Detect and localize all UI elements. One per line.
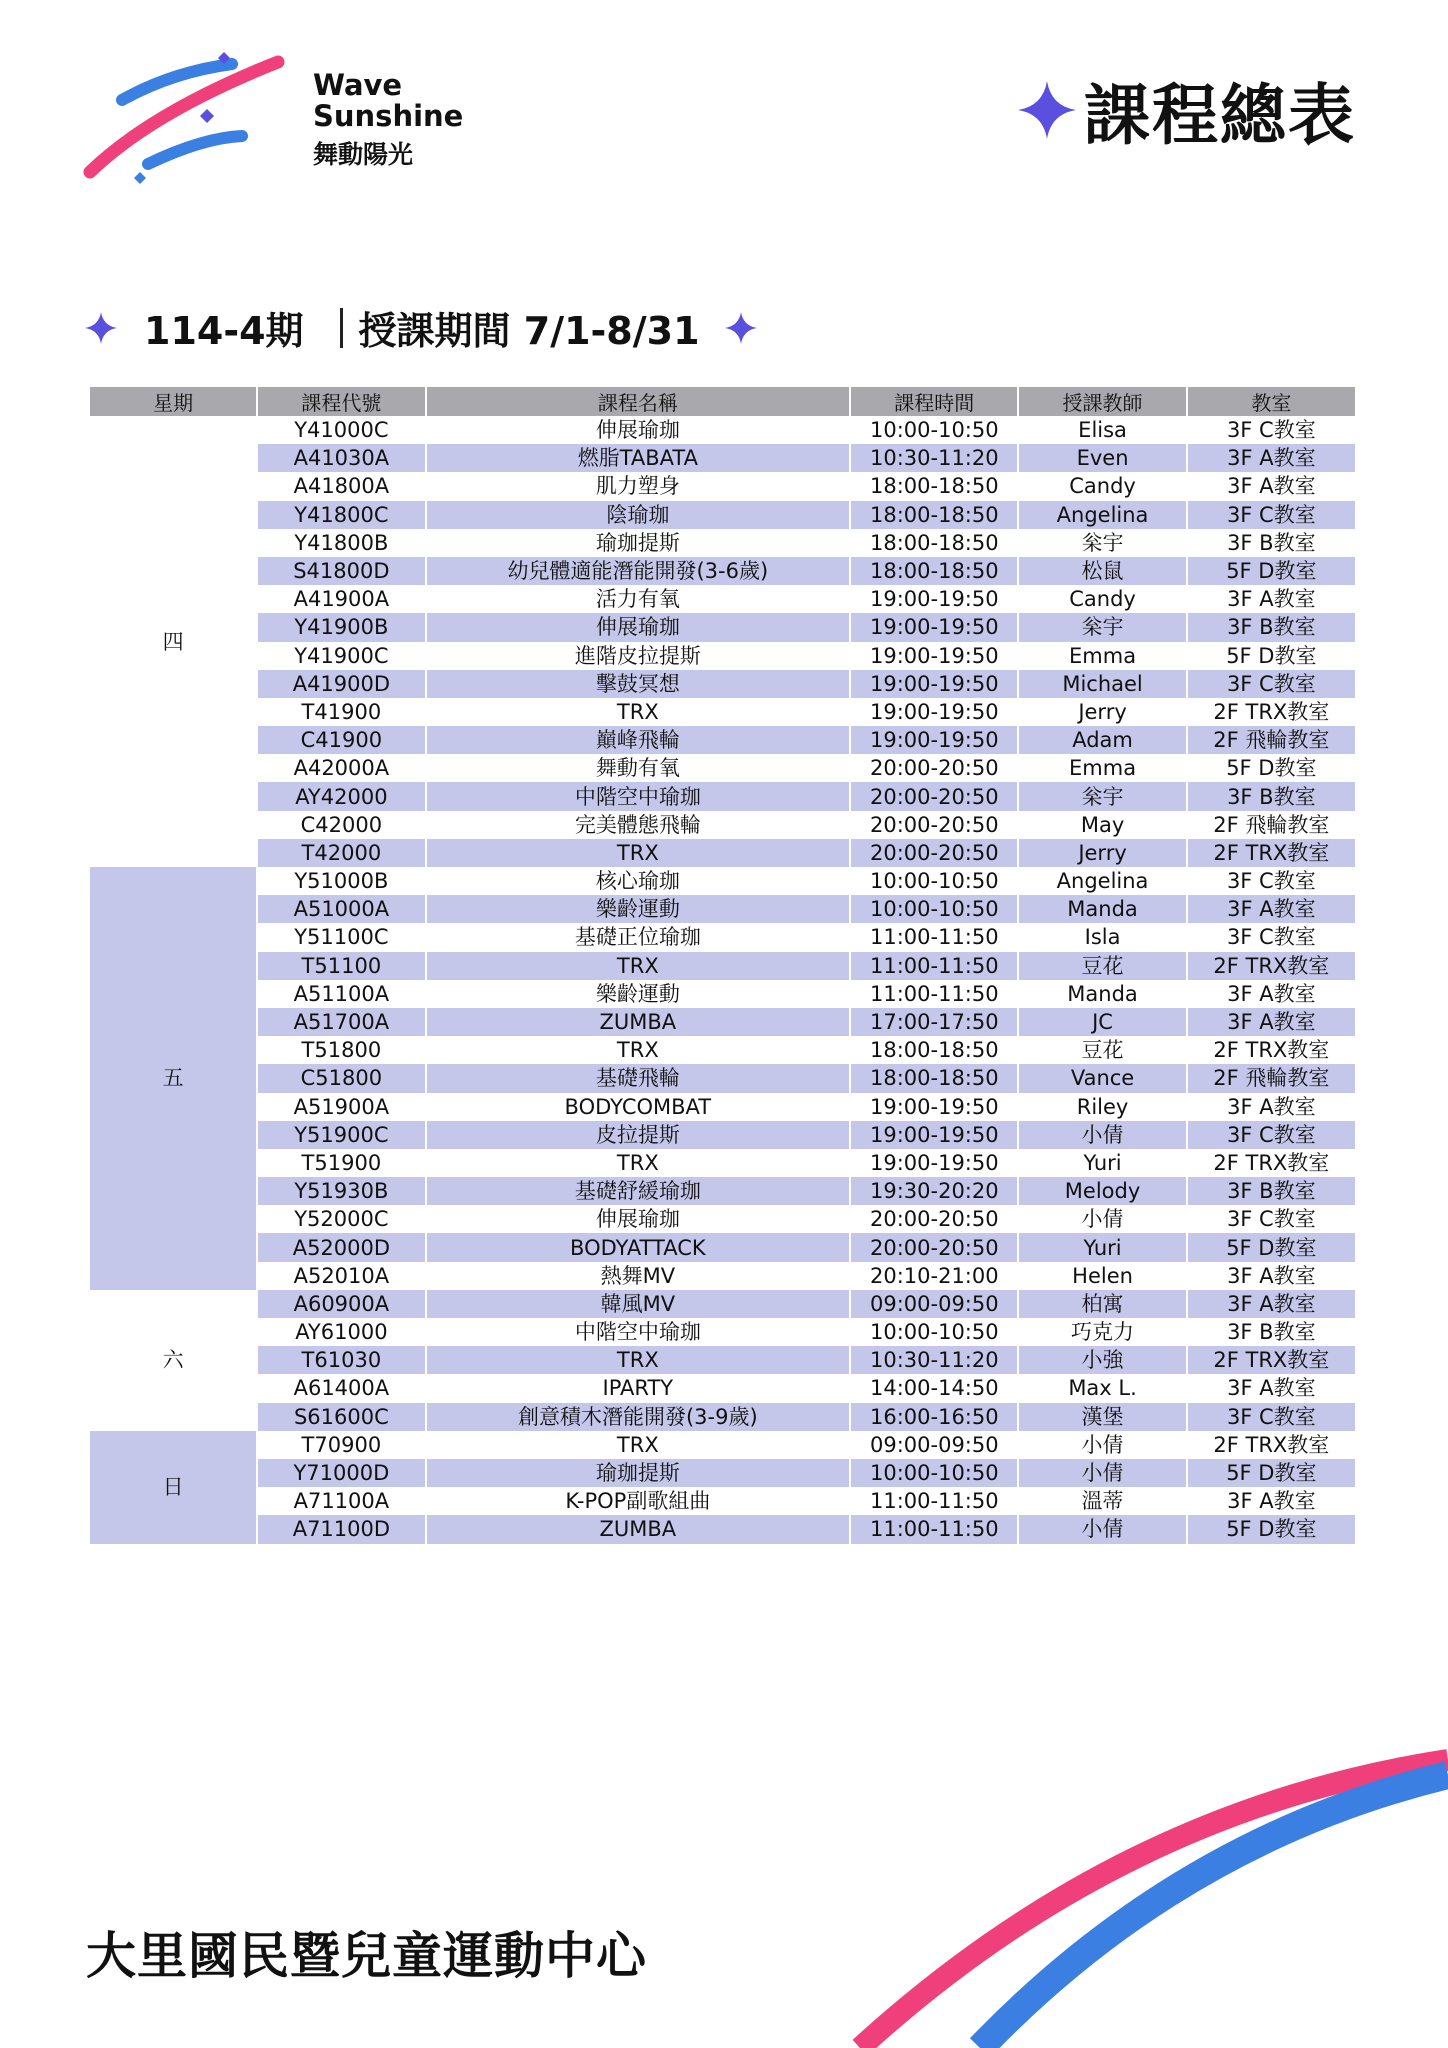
classroom: 3F A教室 [1227,1376,1316,1401]
course-name: 完美體態飛輪 [574,812,701,837]
classroom: 2F 飛輪教室 [1188,1064,1355,1092]
instructor: Angelina [1056,869,1149,894]
instructor: 巧克力 [1071,1320,1135,1345]
table-row [90,1515,1355,1543]
instructor: Angelina [1019,501,1185,529]
instructor: Candy [1069,474,1136,499]
column-header: 課程代號 [258,387,424,416]
classroom: 3F A教室 [1227,474,1316,499]
course-time: 10:00-10:50 [851,895,1017,923]
instructor: Manda [1019,895,1185,923]
instructor: 枀宇 [1081,530,1124,555]
diamond-star-icon [724,311,758,345]
course-time: 16:00-16:50 [851,1403,1017,1431]
course-time: 19:00-19:50 [869,699,999,724]
course-code: Y51930B [258,1177,424,1205]
course-time: 10:00-10:50 [869,1320,999,1345]
schedule-table [88,387,1357,1544]
course-time: 20:00-20:50 [851,782,1017,810]
instructor: Elisa [1078,418,1127,443]
course-time: 10:00-10:50 [869,869,999,894]
classroom: 2F TRX教室 [1188,839,1355,867]
course-code: T42000 [258,839,424,867]
classroom: 3F C教室 [1188,670,1355,698]
classroom: 2F 飛輪教室 [1188,726,1355,754]
day-cell: 日 [90,1431,256,1544]
classroom: 3F B教室 [1188,613,1355,641]
course-name: K-POP副歌組曲 [565,1489,711,1514]
course-time: 19:00-19:50 [869,1094,999,1119]
course-code: Y41900C [294,643,389,668]
instructor: 小倩 [1081,1432,1124,1457]
table-row [90,1318,1355,1346]
table-row [90,444,1355,472]
table-row [90,811,1355,839]
classroom: 3F A教室 [1227,1489,1316,1514]
classroom: 3F C教室 [1226,418,1316,443]
course-code: A52000D [258,1233,424,1261]
course-name: 伸展瑜珈 [427,613,850,641]
table-row [90,839,1355,867]
course-name: 巔峰飛輪 [427,726,850,754]
course-code: A41030A [258,444,424,472]
instructor: 枀宇 [1019,782,1185,810]
table-row [90,1093,1355,1121]
course-time: 11:00-11:50 [851,952,1017,980]
course-code: A60900A [258,1290,424,1318]
table-row [90,923,1355,951]
instructor: 松鼠 [1019,557,1185,585]
table-row [90,1205,1355,1233]
course-time: 19:00-19:50 [869,587,999,612]
classroom: 2F TRX教室 [1213,1150,1330,1175]
table-row [90,557,1355,585]
brand-name-zh: 舞動陽光 [313,140,414,169]
instructor: 柏寓 [1019,1290,1185,1318]
instructor: 小倩 [1081,1207,1124,1232]
classroom: 3F C教室 [1188,1121,1355,1149]
course-name: 韓風MV [427,1290,850,1318]
table-row [90,867,1355,895]
classroom: 5F D教室 [1188,1515,1355,1543]
table-row [90,782,1355,810]
course-code: Y41000C [294,418,389,443]
course-code: T61030 [258,1346,424,1374]
course-time: 11:00-11:50 [869,981,999,1006]
classroom: 3F B教室 [1188,1177,1355,1205]
period-heading [84,300,758,355]
course-code: A42000A [293,756,390,781]
course-code: T51100 [258,952,424,980]
course-code: A61400A [293,1376,390,1401]
course-name: TRX [427,952,850,980]
course-time: 11:00-11:50 [869,1489,999,1514]
table-row [90,472,1355,500]
course-code: T41900 [301,699,382,724]
classroom: 3F A教室 [1188,895,1355,923]
course-name: TRX [616,699,659,724]
instructor: Adam [1019,726,1185,754]
table-row [90,895,1355,923]
course-name: 皮拉提斯 [427,1121,850,1149]
table-row [90,1431,1355,1459]
classroom: 3F C教室 [1188,501,1355,529]
course-code: Y51000B [294,869,389,894]
instructor: 枀宇 [1019,613,1185,641]
instructor: 漢堡 [1019,1403,1185,1431]
period-label: 授課期間 7/1-8/31 [358,309,700,353]
classroom: 3F A教室 [1188,1290,1355,1318]
instructor: Jerry [1019,839,1185,867]
instructor: Candy [1069,587,1136,612]
column-header: 授課教師 [1019,387,1185,416]
course-name: IPARTY [602,1376,674,1401]
classroom: 3F A教室 [1188,444,1355,472]
instructor: 溫蒂 [1081,1489,1124,1514]
course-time: 18:00-18:50 [851,557,1017,585]
classroom: 3F B教室 [1227,1320,1316,1345]
course-name: TRX [427,1346,850,1374]
day-cell: 六 [162,1348,184,1373]
course-name: 燃脂TABATA [427,444,850,472]
table-row [90,698,1355,726]
course-name: 陰瑜珈 [427,501,850,529]
course-code: AY42000 [258,782,424,810]
table-row [90,613,1355,641]
title-block [1016,62,1356,157]
course-time: 19:00-19:50 [851,1121,1017,1149]
course-name: 進階皮拉提斯 [574,643,701,668]
course-name: TRX [616,1432,659,1457]
course-name: 中階空中瑜珈 [574,1320,701,1345]
course-time: 10:00-10:50 [869,418,999,443]
instructor: Emma [1069,643,1137,668]
course-code: Y41800C [258,501,424,529]
instructor: Jerry [1078,699,1127,724]
course-time: 20:10-21:00 [869,1263,999,1288]
course-code: A51900A [293,1094,390,1119]
schedule-body [90,416,1355,1544]
instructor: Melody [1019,1177,1185,1205]
instructor: 小強 [1019,1346,1185,1374]
table-row [90,1374,1355,1402]
course-time: 18:00-18:50 [869,530,999,555]
classroom: 3F B教室 [1188,782,1355,810]
classroom: 3F C教室 [1226,925,1316,950]
classroom: 5F D教室 [1188,557,1355,585]
course-time: 20:00-20:50 [851,1233,1017,1261]
course-time: 11:00-11:50 [851,1515,1017,1543]
course-code: A51100A [293,981,390,1006]
course-name: 瑜珈提斯 [595,530,680,555]
course-code: S41800D [258,557,424,585]
day-cell: 四 [162,629,184,654]
table-row [90,585,1355,613]
course-name: 基礎正位瑜珈 [574,925,701,950]
classroom: 2F TRX教室 [1188,1346,1355,1374]
course-name: 基礎舒緩瑜珈 [427,1177,850,1205]
table-row [90,529,1355,557]
course-name: TRX [616,1038,659,1063]
course-name: 肌力塑身 [595,474,680,499]
course-time: 09:00-09:50 [869,1432,999,1457]
instructor: Yuri [1019,1233,1185,1261]
course-time: 19:00-19:50 [869,643,999,668]
course-name: 瑜珈提斯 [427,1459,850,1487]
table-row [90,1121,1355,1149]
course-time: 19:00-19:50 [851,670,1017,698]
column-header: 課程名稱 [427,387,850,416]
course-name: 伸展瑜珈 [595,1207,680,1232]
term-label: 114-4期 [144,309,304,353]
course-code: T51900 [301,1150,382,1175]
instructor: 豆花 [1081,1038,1124,1063]
table-row [90,754,1355,782]
brand-name-line1: Wave [313,68,403,102]
course-name: 擊鼓冥想 [427,670,850,698]
table-row [90,1233,1355,1261]
course-name: 創意積木潛能開發(3-9歲) [427,1403,850,1431]
instructor: May [1080,812,1125,837]
course-time: 14:00-14:50 [869,1376,999,1401]
brand [313,70,463,170]
instructor: 小倩 [1019,1459,1185,1487]
table-row [90,642,1355,670]
page-title: 課程總表 [1084,77,1356,154]
classroom: 3F A教室 [1188,1008,1355,1036]
classroom: 5F D教室 [1188,1459,1355,1487]
day-cell: 五 [90,867,256,1290]
center-name: 大里國民暨兒童運動中心 [86,1927,647,1985]
course-code: A41900D [258,670,424,698]
course-name: 樂齡運動 [595,981,680,1006]
course-time: 18:00-18:50 [851,501,1017,529]
table-row [90,1008,1355,1036]
diamond-star-icon [84,311,118,345]
column-header: 星期 [90,387,256,416]
instructor: Michael [1019,670,1185,698]
table-row [90,501,1355,529]
instructor: Riley [1076,1094,1129,1119]
course-code: Y51100C [294,925,389,950]
instructor: Emma [1069,756,1137,781]
classroom: 5F D教室 [1226,643,1317,668]
table-row [90,416,1355,444]
course-time: 19:00-19:50 [869,1150,999,1175]
classroom: 3F A教室 [1227,587,1316,612]
column-header: 課程時間 [851,387,1017,416]
course-name: 伸展瑜珈 [595,418,680,443]
table-row [90,670,1355,698]
course-code: C42000 [300,812,383,837]
course-time: 20:00-20:50 [869,756,999,781]
table-row [90,1036,1355,1064]
instructor: Vance [1019,1064,1185,1092]
column-header: 教室 [1188,387,1355,416]
course-code: A41900A [293,587,390,612]
course-time: 11:00-11:50 [869,925,999,950]
course-name: ZUMBA [427,1008,850,1036]
classroom: 5F D教室 [1226,756,1317,781]
table-header [90,387,1355,416]
course-time: 10:30-11:20 [851,444,1017,472]
course-code: A52010A [293,1263,390,1288]
course-code: A51000A [258,895,424,923]
instructor: JC [1019,1008,1185,1036]
table-row [90,952,1355,980]
course-time: 19:30-20:20 [851,1177,1017,1205]
instructor: Manda [1067,981,1138,1006]
divider [340,308,343,348]
course-time: 20:00-20:50 [869,1207,999,1232]
course-code: C41900 [258,726,424,754]
course-time: 19:00-19:50 [851,613,1017,641]
instructor: Isla [1084,925,1121,950]
course-name: 基礎飛輪 [427,1064,850,1092]
instructor: 豆花 [1019,952,1185,980]
course-code: A71100D [258,1515,424,1543]
classroom: 2F TRX教室 [1213,1432,1330,1457]
classroom: 3F A教室 [1227,981,1316,1006]
course-code: T70900 [301,1432,382,1457]
course-name: 舞動有氧 [595,756,680,781]
course-name: 樂齡運動 [427,895,850,923]
table-row [90,1262,1355,1290]
course-time: 18:00-18:50 [869,474,999,499]
table-row [90,1487,1355,1515]
course-name: TRX [616,1150,659,1175]
classroom: 3F C教室 [1226,869,1316,894]
diamond-star-icon [1016,79,1078,141]
course-code: A51700A [258,1008,424,1036]
instructor: Yuri [1083,1150,1122,1175]
classroom: 3F A教室 [1227,1263,1316,1288]
classroom: 3F C教室 [1188,1403,1355,1431]
table-row [90,726,1355,754]
classroom: 3F B教室 [1227,530,1316,555]
course-code: AY61000 [295,1320,388,1345]
course-name: BODYATTACK [427,1233,850,1261]
table-row [90,1149,1355,1177]
classroom: 2F 飛輪教室 [1213,812,1330,837]
course-code: Y41900B [258,613,424,641]
course-name: 核心瑜珈 [595,869,680,894]
instructor: 小倩 [1019,1515,1185,1543]
course-time: 09:00-09:50 [851,1290,1017,1318]
course-code: Y52000C [294,1207,389,1232]
course-name: 幼兒體適能潛能開發(3-6歲) [427,557,850,585]
table-row [90,1177,1355,1205]
brand-name-line2: Sunshine [313,99,464,133]
course-code: S61600C [258,1403,424,1431]
instructor: 小倩 [1019,1121,1185,1149]
course-time: 19:00-19:50 [851,726,1017,754]
course-time: 10:30-11:20 [851,1346,1017,1374]
classroom: 2F TRX教室 [1213,1038,1330,1063]
course-time: 10:00-10:50 [851,1459,1017,1487]
classroom: 3F A教室 [1227,1094,1316,1119]
course-time: 18:00-18:50 [851,1064,1017,1092]
course-code: Y41800B [294,530,389,555]
course-name: TRX [427,839,850,867]
course-code: A71100A [293,1489,390,1514]
course-code: A41800A [293,474,390,499]
course-time: 20:00-20:50 [869,812,999,837]
table-row [90,1290,1355,1318]
course-code: Y71000D [258,1459,424,1487]
instructor: Max L. [1068,1376,1137,1401]
course-time: 18:00-18:50 [869,1038,999,1063]
course-time: 17:00-17:50 [851,1008,1017,1036]
course-code: C51800 [258,1064,424,1092]
table-row [90,1459,1355,1487]
classroom: 2F TRX教室 [1188,952,1355,980]
course-name: 熱舞MV [600,1263,676,1288]
course-name: 活力有氧 [595,587,680,612]
wave-sunshine-logo [82,52,292,192]
table-row [90,1064,1355,1092]
classroom: 5F D教室 [1188,1233,1355,1261]
instructor: Helen [1072,1263,1133,1288]
course-time: 20:00-20:50 [851,839,1017,867]
course-name: 中階空中瑜珈 [427,782,850,810]
instructor: Even [1019,444,1185,472]
course-code: T51800 [301,1038,382,1063]
course-name: BODYCOMBAT [564,1094,712,1119]
table-row [90,1346,1355,1374]
course-code: Y51900C [258,1121,424,1149]
table-row [90,980,1355,1008]
classroom: 3F C教室 [1226,1207,1316,1232]
table-row [90,1403,1355,1431]
course-name: ZUMBA [427,1515,850,1543]
classroom: 2F TRX教室 [1213,699,1330,724]
